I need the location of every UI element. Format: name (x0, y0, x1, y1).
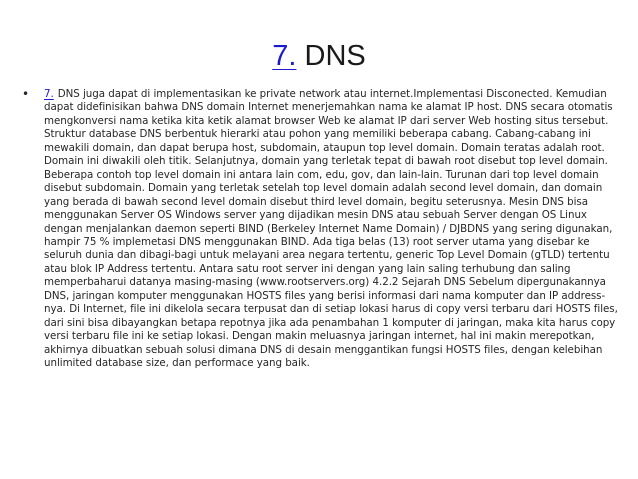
bullet-paragraph (44, 88, 622, 371)
title-number-link[interactable]: 7. (272, 40, 297, 72)
title-text: DNS (304, 40, 366, 72)
bullet-body-text: DNS juga dapat di implementasikan ke private network atau internet.Implementasi Disconected. Kemudian dapat didefinisikan bahwa DNS domain Internet menerjemahkan nama ke alamat IP host. DNS secara otomatis mengkonversi nama ketika kita ketik alamat browser Web ke alamat IP dari server Web hosting situs tersebut. Struktur database DNS berbentuk hierarki atau pohon yang memiliki beberapa cabang. Cabang-cabang ini mewakili domain, dan dapat berupa host, subdomain, ataupun top level domain. Domain teratas adalah root. Domain ini diwakili oleh titik. Selanjutnya, domain yang terletak tepat di bawah root disebut top level domain. Beberapa contoh top level domain ini antara lain com, edu, gov, dan lain-lain. Turunan dari top level domain disebut subdomain. Domain yang terletak setelah top level domain adalah second level domain, dan domain yang berada di bawah second level domain disebut third level domain, begitu seterusnya. Mesin DNS bisa menggunakan Server OS Windows server yang dijadikan mesin DNS atau sebuah Server dengan OS Linux dengan menjalankan daemon seperti BIND (Berkeley Internet Name Domain) / DJBDNS yang sering digunakan, hampir 75 % implemetasi DNS menggunakan BIND. Ada tiga belas (13) root server utama yang disebar ke seluruh dunia dan dibagi-bagi untuk melayani area negara tertentu, generic Top Level Domain (gTLD) tertentu atau blok IP Address tertentu. Antara satu root server ini dengan yang lain saling terhubung dan saling memperbaharui datanya masing-masing (www.rootservers.org) 4.2.2 Sejarah DNS Sebelum dipergunakannya DNS, jaringan komputer menggunakan HOSTS files yang berisi informasi dari nama komputer dan IP address-nya. Di Internet, file ini dikelola secara terpusat dan di setiap lokasi harus di copy versi terbaru dari HOSTS files, dari sini bisa dibayangkan betapa repotnya jika ada penambahan 1 komputer di jaringan, maka kita harus copy versi terbaru file ini ke setiap lokasi. Dengan makin meluasnya jaringan internet, hal ini makin merepotkan, akhirnya dibuatkan sebuah solusi dimana DNS di desain menggantikan fungsi HOSTS files, dengan kelebihan unlimited database size, dan performace yang baik. (44, 88, 618, 370)
bullet-number-link[interactable]: 7. (44, 88, 54, 100)
bullet-list (22, 88, 622, 371)
bullet-icon: • (22, 87, 30, 101)
slide-title (0, 36, 638, 76)
list-item (22, 88, 622, 371)
